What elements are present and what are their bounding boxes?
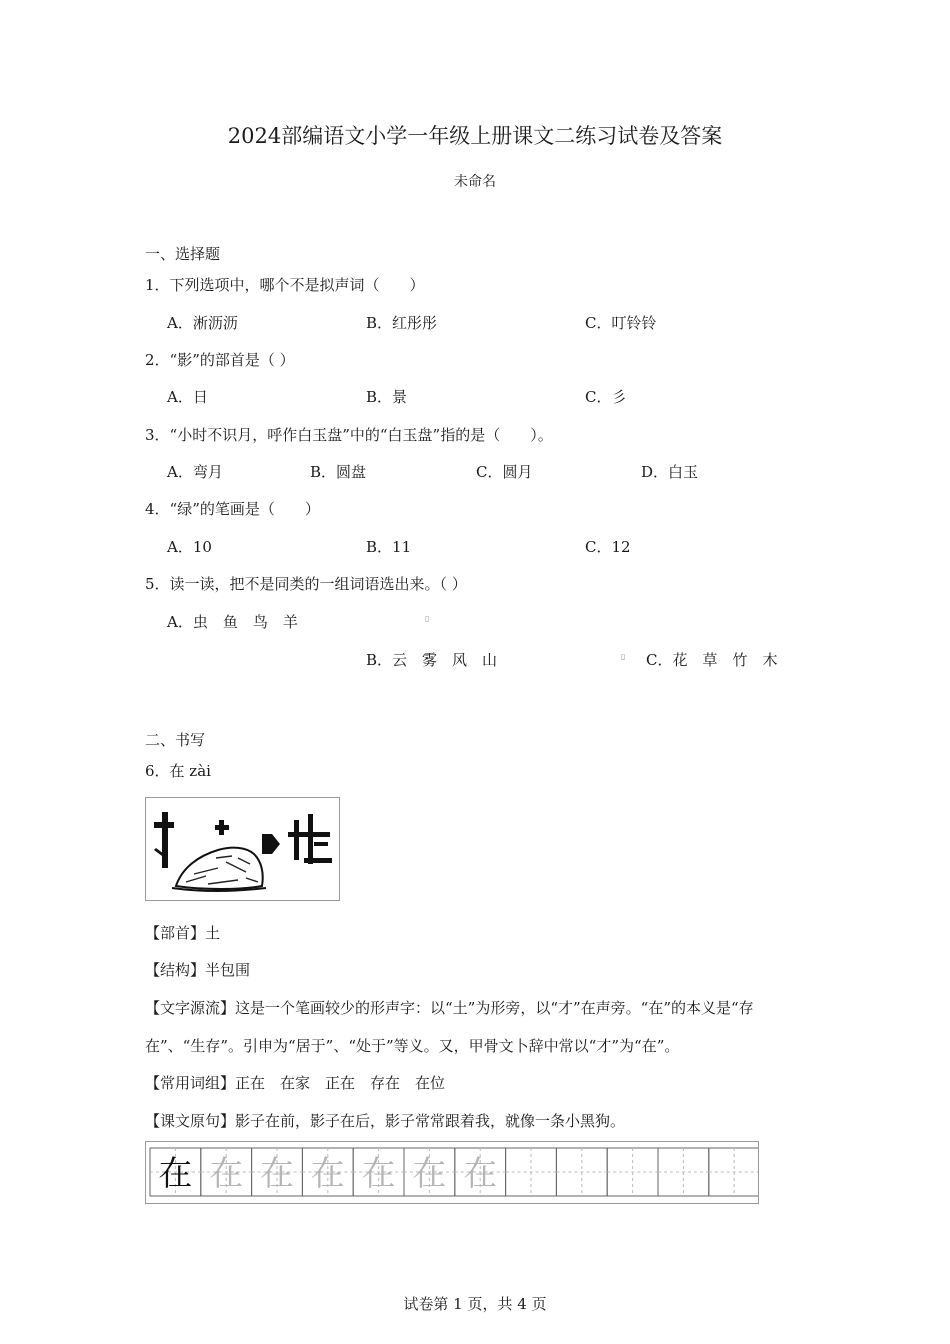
section-heading-choice: 一、选择题 [145, 245, 221, 263]
entry-text-sentence: 【课文原句】影子在前，影子在后，影子常常跟着我，就像一条小黑狗。 [145, 1112, 626, 1130]
question-2: 2．“影”的部首是（ ） [145, 351, 295, 369]
page-footer: 试卷第 1 页，共 4 页 [403, 1295, 547, 1313]
page-title: 2024部编语文小学一年级上册课文二练习试卷及答案 [227, 124, 723, 148]
q5-option-c: C．花 草 竹 木 [646, 651, 778, 669]
placeholder-glyph: ▯ [621, 652, 626, 661]
q1-option-a: A．淅沥沥 [167, 314, 238, 332]
q5-option-a: A．虫 鱼 鸟 羊 [167, 613, 298, 631]
trace-character: 在 [361, 1154, 396, 1194]
entry-origin-line1: 【文字源流】这是一个笔画较少的形声字：以“土”为形旁，以“才”在声旁。“在”的本义是“存 [145, 999, 754, 1017]
q4-option-c: C．12 [585, 538, 631, 556]
question-3: 3．“小时不识月，呼作白玉盘”中的“白玉盘”指的是（ ）。 [145, 426, 553, 444]
entry-origin-line2: 在”、“生存”。引申为“居于”、“处于”等义。又，甲骨文卜辞中常以“才”为“在”。 [145, 1037, 680, 1055]
placeholder-glyph: ▯ [425, 614, 430, 623]
q4-option-b: B．11 [366, 538, 412, 556]
entry-structure: 【结构】半包围 [145, 961, 251, 979]
q3-option-d: D．白玉 [641, 463, 699, 481]
section-heading-writing: 二、书写 [145, 731, 206, 749]
entry-radical: 【部首】土 [145, 924, 221, 942]
practice-grid-drawing [146, 1142, 758, 1203]
q5-option-b: B．云 雾 风 山 [366, 651, 498, 669]
trace-character: 在 [260, 1154, 294, 1194]
q2-option-a: A．日 [167, 388, 208, 406]
page-subtitle: 未命名 [454, 174, 496, 190]
question-5: 5．读一读，把不是同类的一组词语选出来。（ ） [145, 575, 467, 593]
trace-character: 在 [209, 1154, 244, 1194]
question-4: 4．“绿”的笔画是（ ） [145, 500, 320, 518]
question-1: 1．下列选项中，哪个不是拟声词（ ） [145, 276, 425, 294]
q4-option-a: A．10 [167, 538, 212, 556]
q2-option-b: B．景 [366, 388, 408, 406]
q3-option-c: C．圆月 [476, 463, 533, 481]
q1-option-c: C．叮铃铃 [585, 314, 657, 332]
writing-practice-grid [145, 1141, 759, 1204]
q1-option-b: B．红彤彤 [366, 314, 438, 332]
trace-character: 在 [310, 1154, 345, 1194]
q3-option-b: B．圆盘 [310, 463, 367, 481]
trace-character: 在 [412, 1154, 447, 1194]
character-origin-illustration [145, 797, 340, 901]
writing-item-title: 6．在 zài [145, 762, 211, 780]
trace-character: 在 [463, 1154, 498, 1194]
q2-option-c: C．彡 [585, 388, 627, 406]
character-origin-drawing [146, 798, 339, 900]
q3-option-a: A．弯月 [167, 463, 223, 481]
entry-common-words: 【常用词组】正在 在家 正在 存在 在位 [145, 1074, 446, 1092]
model-character: 在 [158, 1154, 193, 1194]
